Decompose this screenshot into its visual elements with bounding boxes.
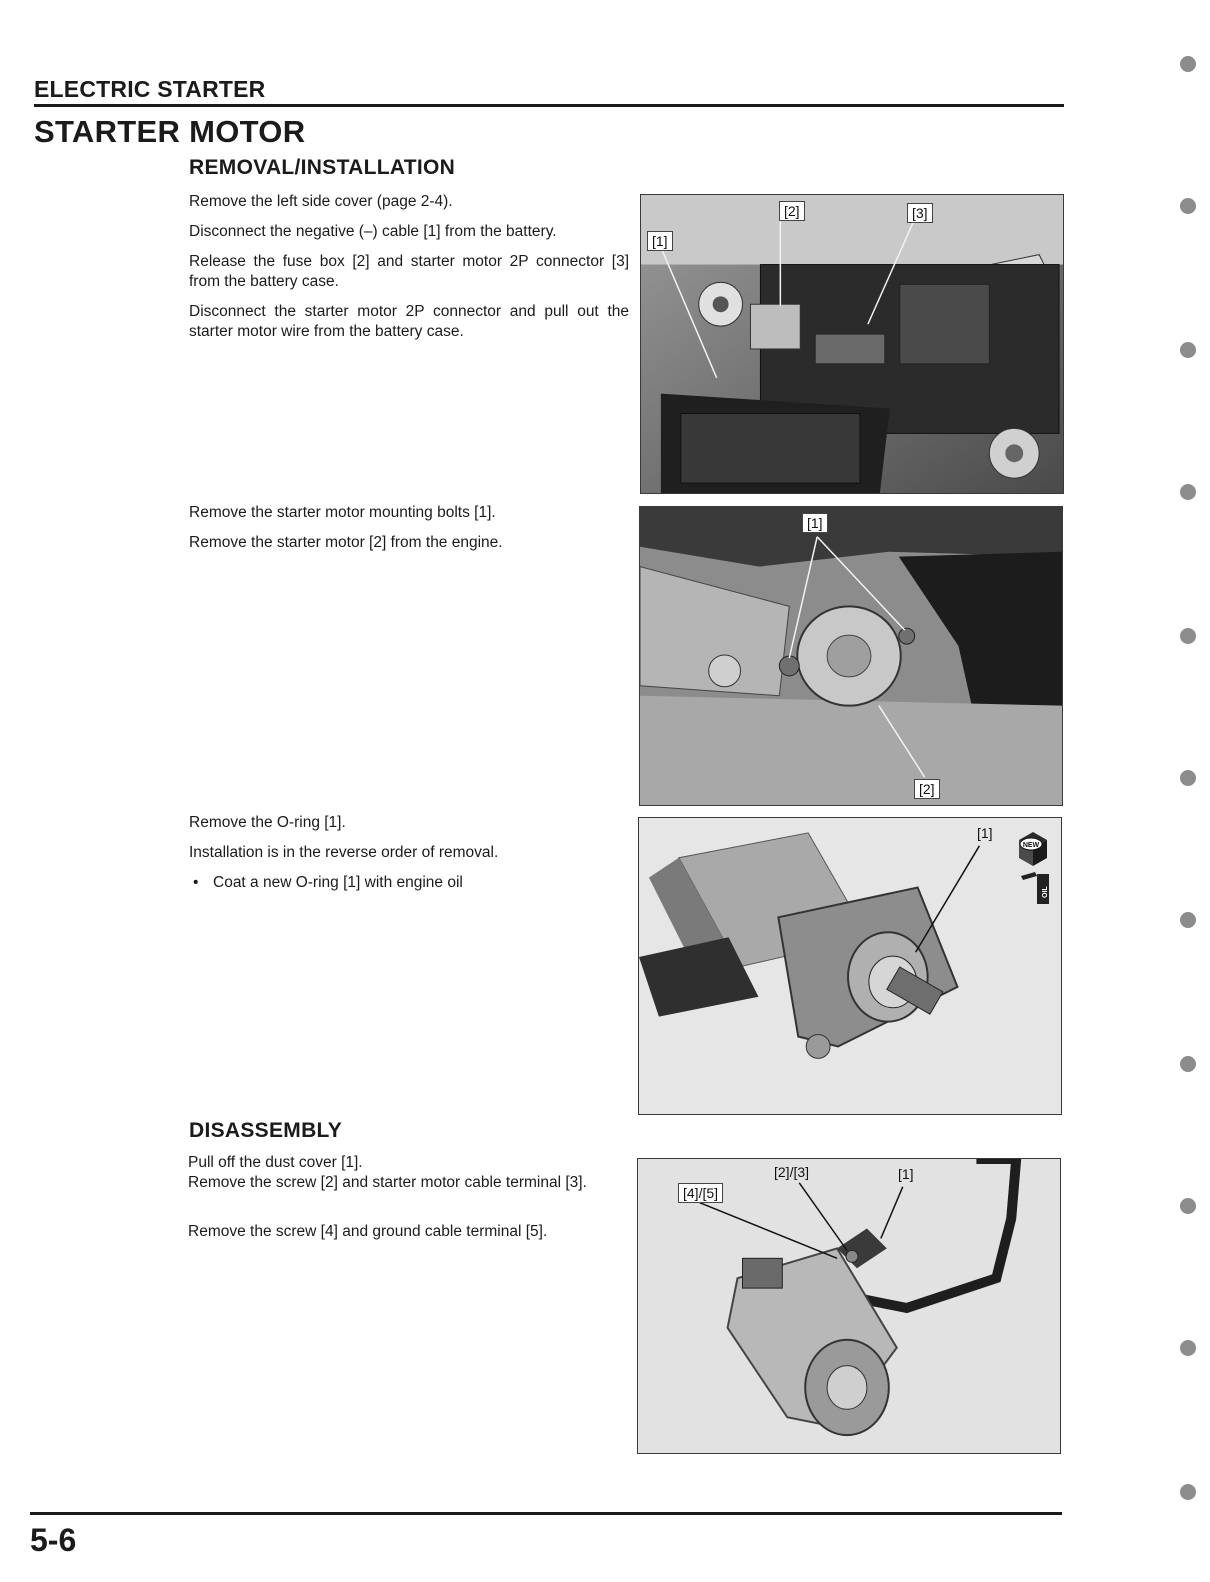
new-part-icon-art xyxy=(1013,826,1053,870)
fig4-callout-1: [1] xyxy=(898,1166,914,1182)
removal-heading: REMOVAL/INSTALLATION xyxy=(189,156,456,179)
step1-line3: Release the fuse box [2] and starter motor 2P connector [3] from the battery case. xyxy=(189,253,629,290)
oil-can-icon-art xyxy=(1019,870,1053,906)
figure-disassembly-art xyxy=(638,1159,1060,1453)
binder-hole xyxy=(1180,484,1196,500)
bullet-text: Coat a new O-ring [1] with engine oil xyxy=(213,874,463,891)
fig2-callout-1: [1] xyxy=(802,513,828,533)
fig4-callout-45: [4]/[5] xyxy=(678,1183,723,1203)
fig3-callout-1: [1] xyxy=(977,825,993,841)
fig2-callout-2: [2] xyxy=(914,779,940,799)
figure-disassembly xyxy=(637,1158,1061,1454)
bullet-dot: • xyxy=(193,874,199,891)
new-badge-text: NEW xyxy=(1022,842,1040,849)
fig1-callout-1: [1] xyxy=(647,231,673,251)
disassembly-line1: Pull off the dust cover [1]. xyxy=(188,1154,363,1171)
disassembly-line3: Remove the screw [4] and ground cable terminal [5]. xyxy=(188,1223,548,1240)
header-rule xyxy=(34,104,1064,107)
page-title: STARTER MOTOR xyxy=(34,114,306,149)
binder-hole xyxy=(1180,628,1196,644)
step3-line2: Installation is in the reverse order of removal. xyxy=(189,844,499,861)
step1-line1: Remove the left side cover (page 2-4). xyxy=(189,193,453,210)
step1-line4: Disconnect the starter motor 2P connector and pull out the starter motor wire from the battery case. xyxy=(189,303,629,340)
fig1-callout-3: [3] xyxy=(907,203,933,223)
binder-hole xyxy=(1180,1340,1196,1356)
figure-battery-area xyxy=(640,194,1064,494)
oil-can-icon xyxy=(1019,870,1053,906)
figure-starter-mounted xyxy=(639,506,1063,806)
binder-hole xyxy=(1180,912,1196,928)
page-number: 5-6 xyxy=(30,1522,77,1558)
binder-hole xyxy=(1180,1484,1196,1500)
fig4-callout-23: [2]/[3] xyxy=(774,1164,810,1180)
figure-oring xyxy=(638,817,1062,1115)
binder-hole xyxy=(1180,1056,1196,1072)
binder-hole xyxy=(1180,770,1196,786)
bullet-item xyxy=(189,873,463,893)
step3-line1: Remove the O-ring [1]. xyxy=(189,814,346,831)
figure-starter-mounted-art xyxy=(640,507,1062,805)
disassembly-heading: DISASSEMBLY xyxy=(189,1119,343,1142)
binder-hole xyxy=(1180,56,1196,72)
step2-line1: Remove the starter motor mounting bolts [1]. xyxy=(189,504,496,521)
footer-rule xyxy=(30,1512,1062,1515)
new-part-icon xyxy=(1013,826,1053,870)
binder-hole xyxy=(1180,1198,1196,1214)
oil-label-text: OIL xyxy=(1042,886,1049,898)
figure-oring-art xyxy=(639,818,1061,1114)
section-label: ELECTRIC STARTER xyxy=(34,76,266,102)
binder-hole xyxy=(1180,198,1196,214)
binder-hole xyxy=(1180,342,1196,358)
disassembly-line2: Remove the screw [2] and starter motor cable terminal [3]. xyxy=(188,1174,587,1191)
fig1-callout-2: [2] xyxy=(779,201,805,221)
step2-line2: Remove the starter motor [2] from the engine. xyxy=(189,534,503,551)
step1-line2: Disconnect the negative (–) cable [1] from the battery. xyxy=(189,223,557,240)
figure-battery-art xyxy=(641,195,1063,493)
